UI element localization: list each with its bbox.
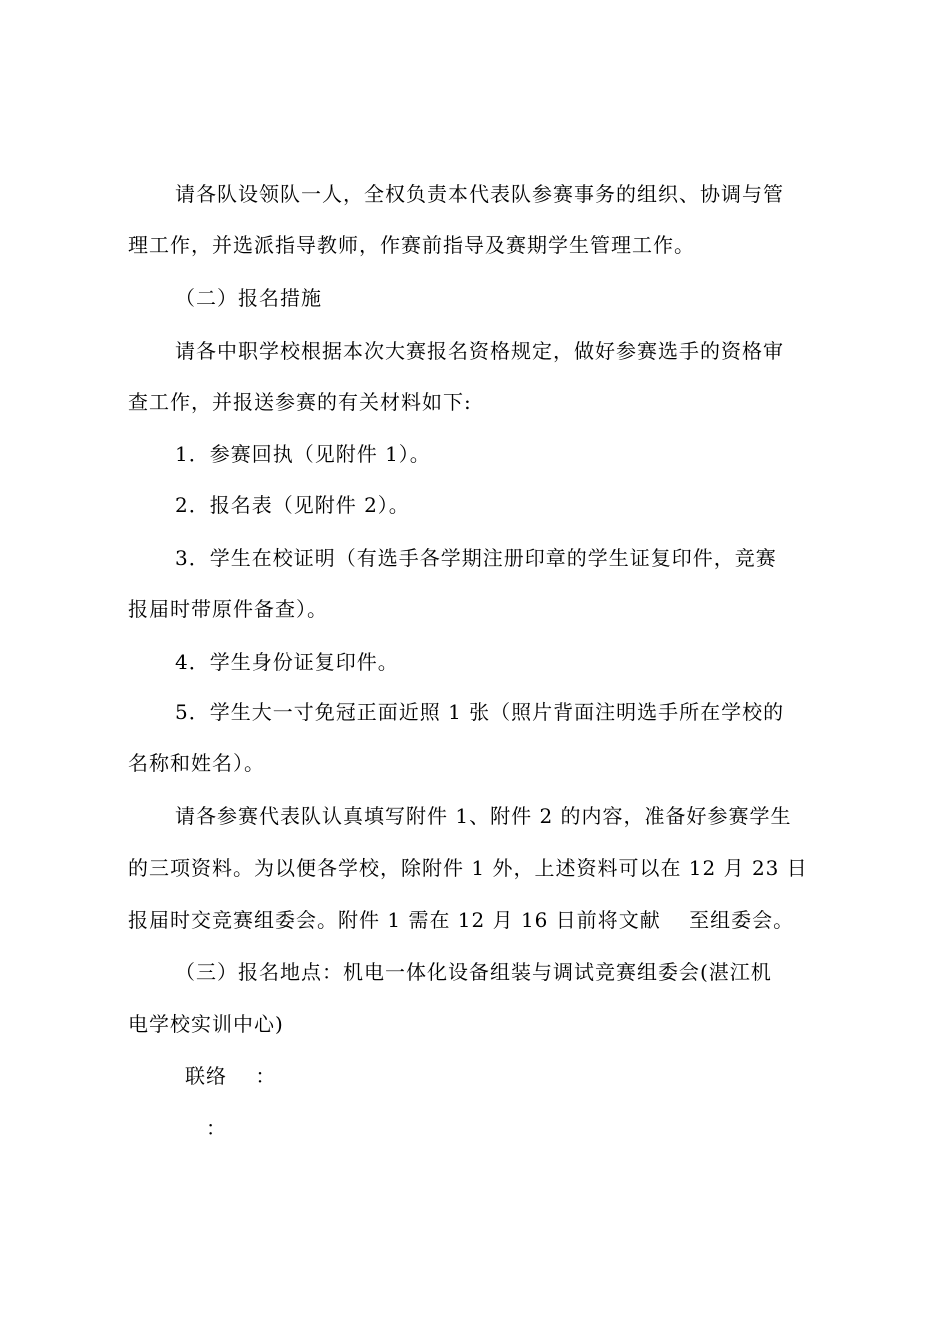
list-item-3-line-2: 报届时带原件备查）。 [128,597,328,621]
list-item-4: 4．学生身份证复印件。 [175,650,399,674]
requirements-paragraph-line-2: 查工作，并报送参赛的有关材料如下: [128,390,472,414]
list-item-1: 1．参赛回执（见附件 1）。 [175,442,431,466]
submission-paragraph-line-2: 的三项资料。为以便各学校，除附件 1 外，上述资料可以在 12 月 23 日 [128,856,808,880]
section-3-line-1: （三）报名地点：机电一体化设备组装与调试竞赛组委会(湛江机 [175,960,772,984]
leader-paragraph-line-2: 理工作，并选派指导教师，作赛前指导及赛期学生管理工作。 [128,233,695,257]
submission-paragraph-line-3: 报届时交竞赛组委会。附件 1 需在 12 月 16 日前将文献 至组委会。 [128,908,795,932]
list-item-5-line-2: 名称和姓名）。 [128,751,265,775]
leader-paragraph-line-1: 请各队设领队一人，全权负责本代表队参赛事务的组织、协调与管 [175,182,784,206]
requirements-paragraph-line-1: 请各中职学校根据本次大赛报名资格规定，做好参赛选手的资格审 [175,339,784,363]
list-item-2: 2．报名表（见附件 2）。 [175,493,410,517]
contact-colon: ： [206,1116,227,1140]
section-2-heading: （二）报名措施 [175,286,322,310]
list-item-5-line-1: 5．学生大一寸免冠正面近照 1 张（照片背面注明选手所在学校的 [175,700,785,724]
list-item-3-line-1: 3．学生在校证明（有选手各学期注册印章的学生证复印件，竞赛 [175,546,777,570]
submission-paragraph-line-1: 请各参赛代表队认真填写附件 1、附件 2 的内容，准备好参赛学生 [175,804,792,828]
section-3-line-2: 电学校实训中心) [128,1012,284,1036]
contact-label: 联络 ： [185,1064,277,1088]
